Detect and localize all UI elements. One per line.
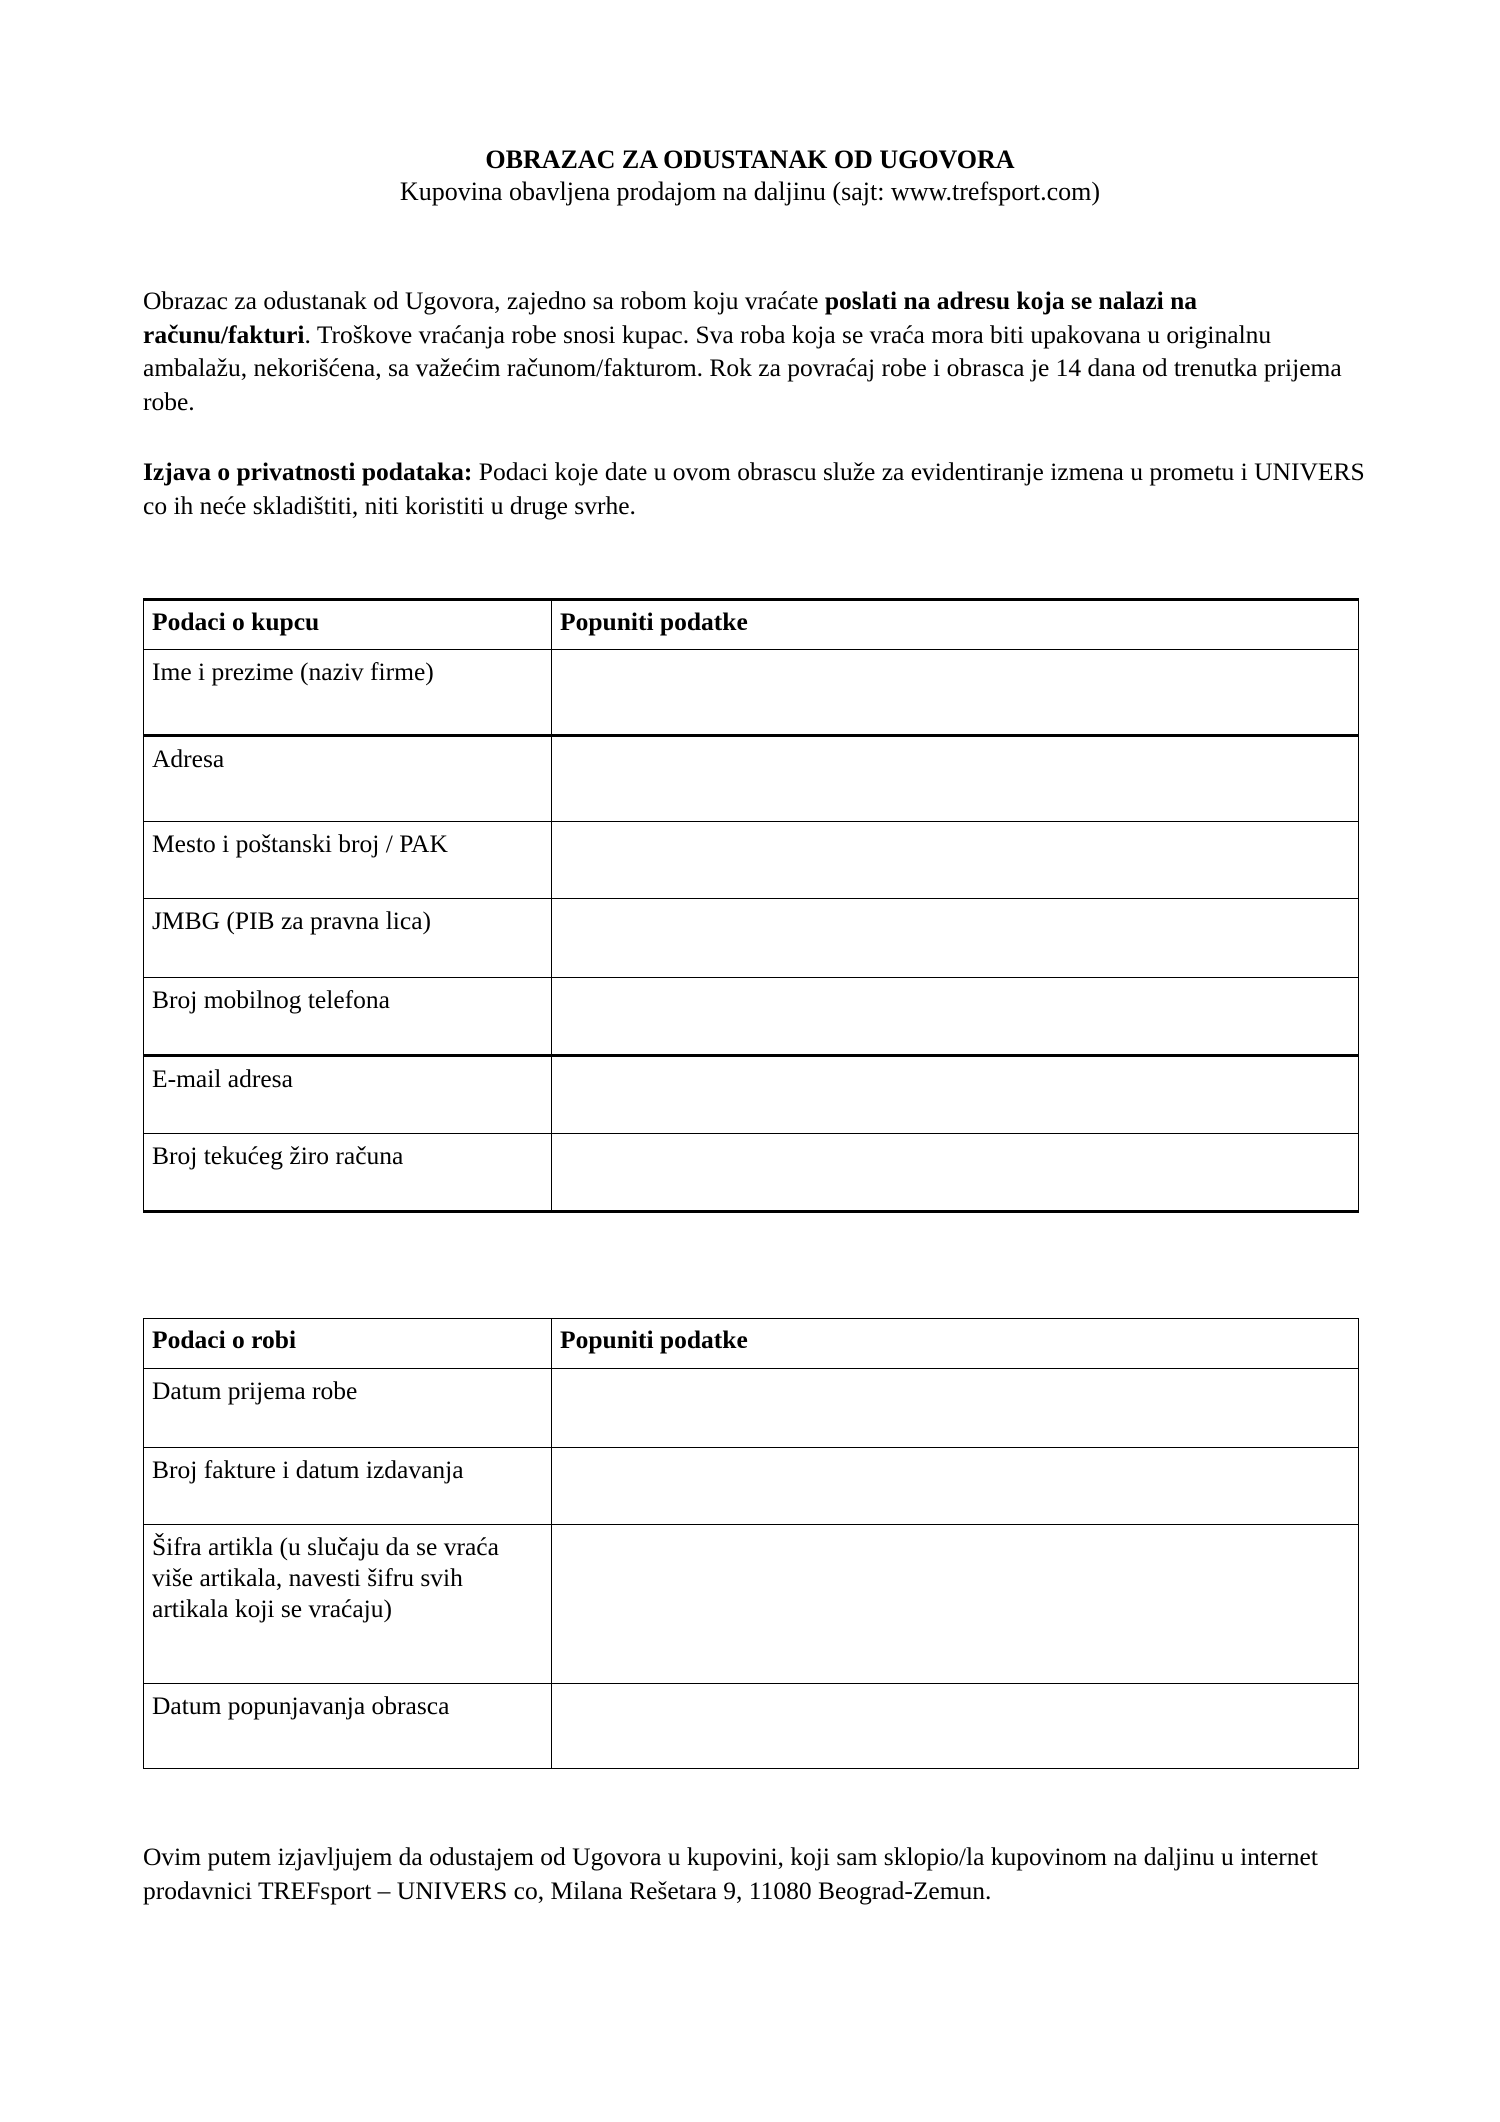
table-row	[144, 1056, 1359, 1134]
input-address[interactable]	[552, 736, 1359, 822]
intro-paragraph	[143, 284, 1368, 418]
table-row	[144, 822, 1359, 899]
document-subtitle: Kupovina obavljena prodajom na daljinu (sajt: www.trefsport.com)	[399, 177, 1101, 206]
row-label-receipt-date: Datum prijema robe	[144, 1369, 552, 1448]
privacy-label: Izjava o privatnosti podataka:	[143, 457, 473, 486]
input-city-postal[interactable]	[552, 822, 1359, 899]
row-label-article-code: Šifra artikla (u slučaju da se vraća više artikala, navesti šifru svih artikala koji se vraćaju)	[144, 1525, 552, 1684]
row-label-email: E-mail adresa	[144, 1056, 552, 1134]
row-label-invoice: Broj fakture i datum izdavanja	[144, 1448, 552, 1525]
table-row	[144, 1369, 1359, 1448]
table-header-row	[144, 600, 1359, 650]
input-fill-date[interactable]	[552, 1684, 1359, 1769]
table-header-row	[144, 1319, 1359, 1369]
goods-data-table	[143, 1318, 1359, 1769]
goods-header-label: Podaci o robi	[144, 1319, 552, 1369]
table-row	[144, 899, 1359, 978]
table-row	[144, 1134, 1359, 1212]
row-label-mobile: Broj mobilnog telefona	[144, 978, 552, 1056]
input-mobile[interactable]	[552, 978, 1359, 1056]
input-email[interactable]	[552, 1056, 1359, 1134]
table-row	[144, 650, 1359, 736]
goods-header-value: Popuniti podatke	[552, 1319, 1359, 1369]
row-label-bank-account: Broj tekućeg žiro računa	[144, 1134, 552, 1212]
input-article-code[interactable]	[552, 1525, 1359, 1684]
table-row	[144, 1448, 1359, 1525]
row-label-jmbg: JMBG (PIB za pravna lica)	[144, 899, 552, 978]
buyer-header-label: Podaci o kupcu	[144, 600, 552, 650]
table-row	[144, 1525, 1359, 1684]
input-receipt-date[interactable]	[552, 1369, 1359, 1448]
intro-text-1: Obrazac za odustanak od Ugovora, zajedno sa robom koju vraćate	[143, 286, 825, 315]
table-row	[144, 978, 1359, 1056]
buyer-header-value: Popuniti podatke	[552, 600, 1359, 650]
privacy-text: Podaci koje date u ovom obrascu služe za evidentiranje izmena u prometu i UNIVERS co ih neće skladištiti, niti koristiti u druge svrhe.	[143, 457, 1365, 520]
row-label-name: Ime i prezime (naziv firme)	[144, 650, 552, 736]
row-label-address: Adresa	[144, 736, 552, 822]
intro-bold-text: poslati na adresu koja se nalazi na računu/fakturi	[143, 286, 1198, 349]
buyer-data-table	[143, 598, 1359, 1213]
privacy-paragraph	[143, 455, 1368, 522]
row-label-fill-date: Datum popunjavanja obrasca	[144, 1684, 552, 1769]
declaration-paragraph: Ovim putem izjavljujem da odustajem od Ugovora u kupovini, koji sam sklopio/la kupovinom na daljinu u internet prodavnici TREFsport – UNIVERS co, Milana Rešetara 9, 11080 Beograd-Zemun.	[143, 1842, 1318, 1905]
input-jmbg[interactable]	[552, 899, 1359, 978]
input-invoice[interactable]	[552, 1448, 1359, 1525]
row-label-city-postal: Mesto i poštanski broj / PAK	[144, 822, 552, 899]
input-bank-account[interactable]	[552, 1134, 1359, 1212]
input-name[interactable]	[552, 650, 1359, 736]
document-title: OBRAZAC ZA ODUSTANAK OD UGOVORA	[485, 145, 1015, 174]
intro-text-2: . Troškove vraćanja robe snosi kupac. Sva roba koja se vraća mora biti upakovana u originalnu ambalažu, nekorišćena, sa važećim računom/fakturom. Rok za povraćaj robe i obrasca je 14 dana od trenutka prijema robe.	[143, 319, 1342, 416]
table-row	[144, 1684, 1359, 1769]
table-row	[144, 736, 1359, 822]
